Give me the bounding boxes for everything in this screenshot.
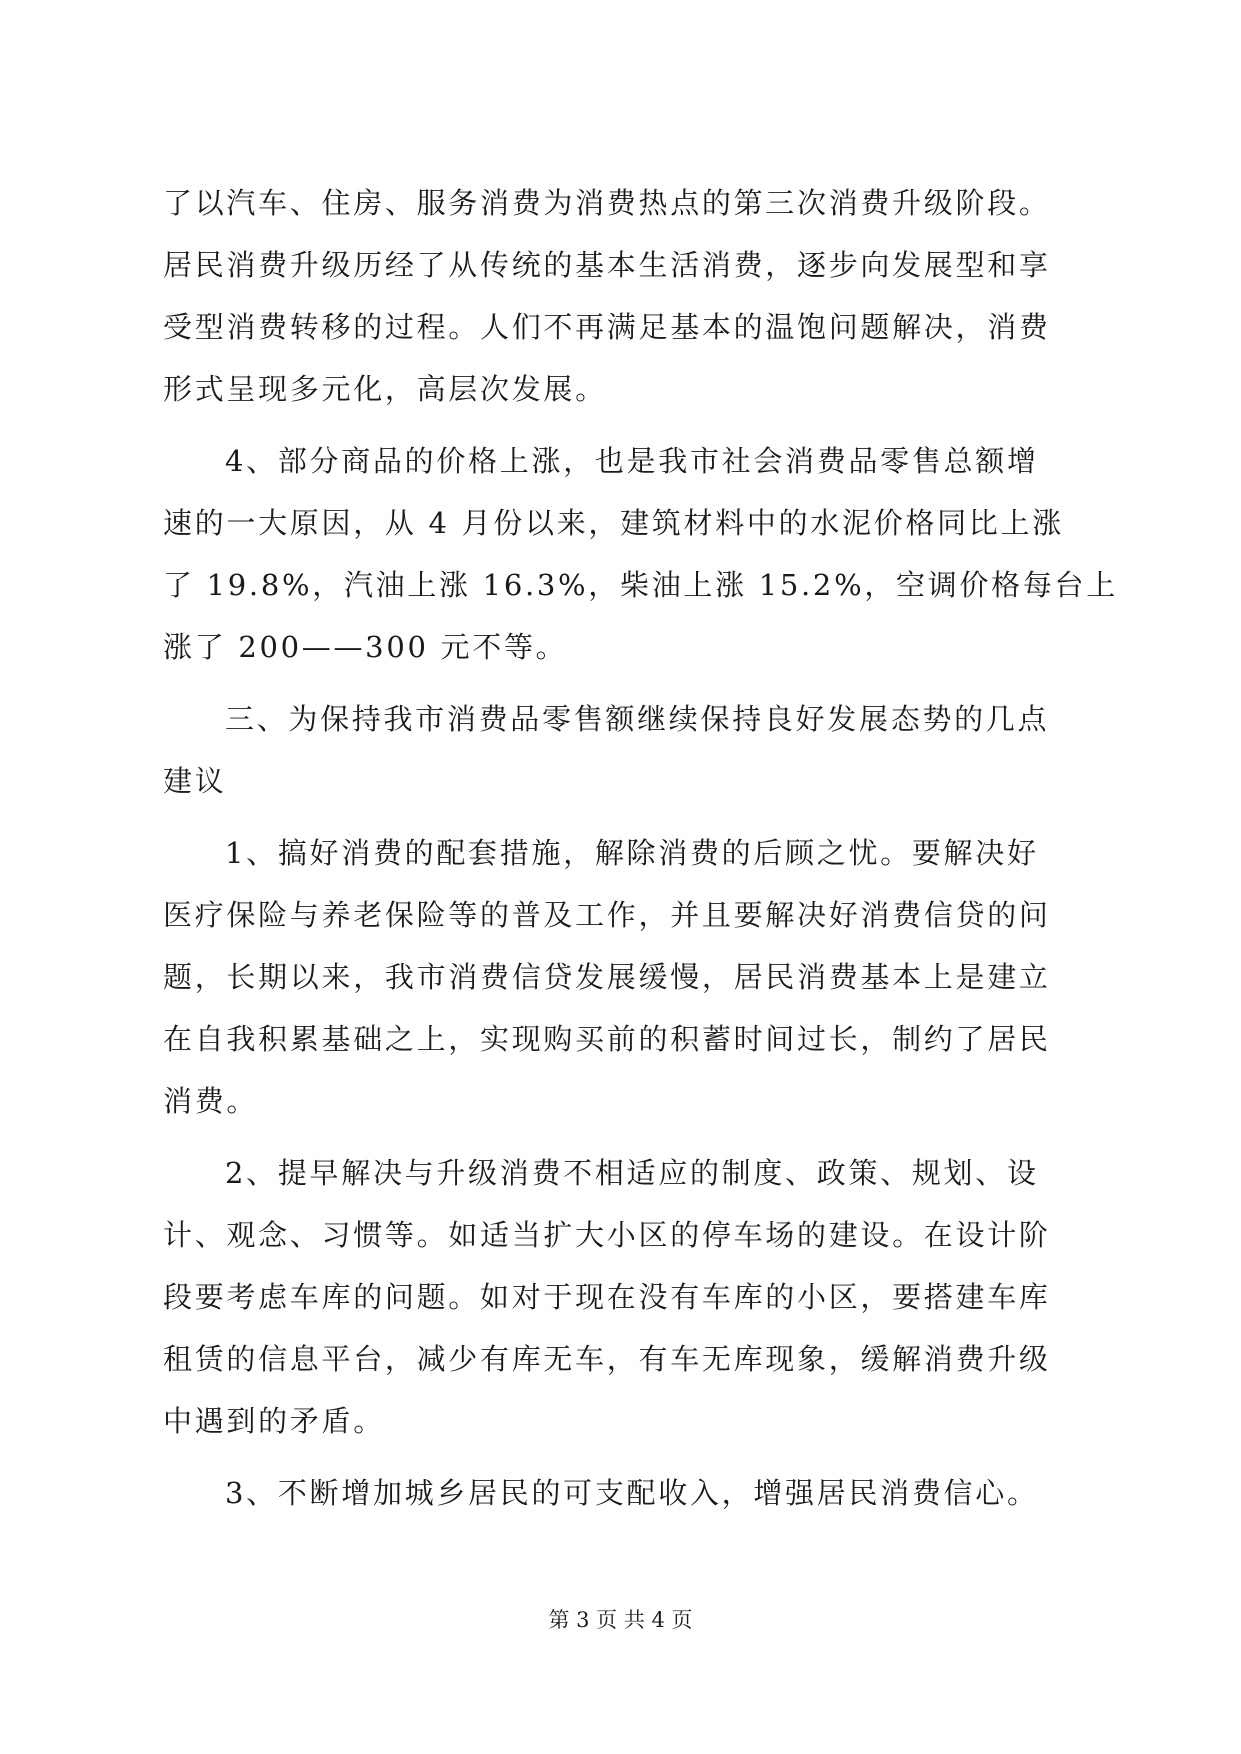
paragraph-1-start: 1、搞好消费的配套措施，解除消费的后顾之忧。要解决好 — [225, 836, 1039, 870]
document-body — [163, 172, 1118, 1524]
text-line: 医疗保险与养老保险等的普及工作，并且要解决好消费信贷的问 — [163, 898, 1051, 932]
text-line: 居民消费升级历经了从传统的基本生活消费，逐步向发展型和享 — [163, 248, 1051, 282]
text-line: 题，长期以来，我市消费信贷发展缓慢，居民消费基本上是建立 — [163, 960, 1051, 994]
page-number-footer: 第 3 页 共 4 页 — [548, 1608, 693, 1632]
text-line: 形式呈现多元化，高层次发展。 — [163, 372, 607, 406]
text-line: 涨了 200——300 元不等。 — [163, 630, 568, 664]
section-heading-3-cont: 建议 — [163, 764, 227, 798]
text-line: 租赁的信息平台，减少有库无车，有车无库现象，缓解消费升级 — [163, 1342, 1051, 1376]
paragraph-3-start: 3、不断增加城乡居民的可支配收入，增强居民消费信心。 — [225, 1476, 1039, 1510]
section-heading-3: 三、为保持我市消费品零售额继续保持良好发展态势的几点 — [225, 702, 1050, 736]
text-line: 消费。 — [163, 1084, 259, 1118]
text-line: 在自我积累基础之上，实现购买前的积蓄时间过长，制约了居民 — [163, 1022, 1051, 1056]
text-line: 速的一大原因，从 4 月份以来，建筑材料中的水泥价格同比上涨 — [163, 506, 1064, 540]
text-line: 受型消费转移的过程。人们不再满足基本的温饱问题解决，消费 — [163, 310, 1051, 344]
text-line: 了 19.8%，汽油上涨 16.3%，柴油上涨 15.2%，空调价格每台上 — [163, 568, 1118, 602]
text-line: 计、观念、习惯等。如适当扩大小区的停车场的建设。在设计阶 — [163, 1218, 1051, 1252]
text-line: 了以汽车、住房、服务消费为消费热点的第三次消费升级阶段。 — [163, 186, 1051, 220]
paragraph-4-start: 4、部分商品的价格上涨，也是我市社会消费品零售总额增 — [225, 444, 1039, 478]
paragraph-2-start: 2、提早解决与升级消费不相适应的制度、政策、规划、设 — [225, 1156, 1039, 1190]
text-line: 中遇到的矛盾。 — [163, 1404, 385, 1438]
text-line: 段要考虑车库的问题。如对于现在没有车库的小区，要搭建车库 — [163, 1280, 1051, 1314]
